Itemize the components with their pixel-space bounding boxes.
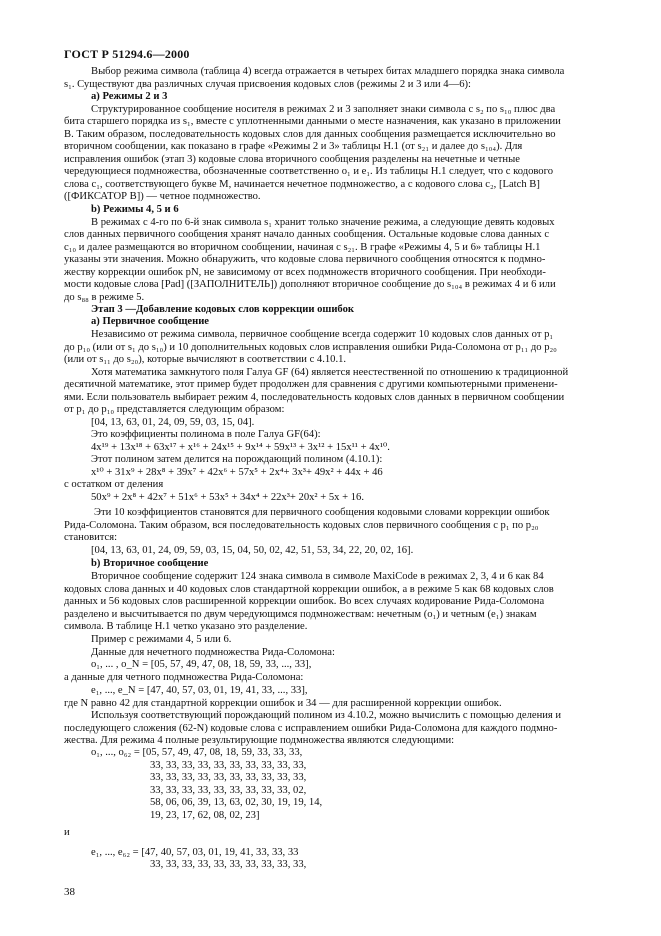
text-line: Рида-Соломона. Таким образом, вся последовательность кодовых слов первичного сообщения с p₁ по p₂₀ bbox=[64, 520, 539, 531]
formula-line: 4x¹⁹ + 13x¹⁸ + 63x¹⁷ + x¹⁶ + 24x¹⁵ + 9x¹⁴ + 59x¹³ + 3x¹² + 15x¹¹ + 4x¹⁰. bbox=[91, 442, 390, 453]
formula-line: e₁, ..., e₆₂ = [47, 40, 57, 03, 01, 19, 41, 33, 33, 33 bbox=[91, 847, 299, 858]
text-line: Это коэффициенты полинома в поле Галуа GF(64): bbox=[91, 429, 321, 440]
text-line: Этот полином затем делится на порождающий полином (4.10.1): bbox=[91, 454, 383, 465]
section-heading: Этап 3 —Добавление кодовых слов коррекции ошибок bbox=[91, 304, 354, 315]
text-line: Вторичное сообщение содержит 124 знака символа в символе MaxiCode в режимах 2, 3, 4 и 6 как 84 bbox=[91, 571, 544, 582]
formula-line: e₁, ..., e_N = [47, 40, 57, 03, 01, 19, 41, 33, ..., 33], bbox=[91, 685, 308, 696]
page-header: ГОСТ Р 51294.6—2000 bbox=[64, 47, 190, 61]
text-line: Используя соответствующий порождающий полином из 4.10.2, можно вычислить с помощью деления и bbox=[91, 710, 562, 721]
text-line: Эти 10 коэффициентов становятся для первичного сообщения кодовыми словами коррекции ошибок bbox=[94, 507, 550, 518]
text-line: становится: bbox=[64, 532, 118, 543]
formula-line: 33, 33, 33, 33, 33, 33, 33, 33, 33, 33, bbox=[150, 760, 307, 771]
text-line: бита старшего порядка из s₁, вместе с уплотненными данными о месте назначения, как указано в приложении bbox=[64, 116, 561, 127]
text-line: последующего сложения (62-N) кодовые слова с исправлением ошибки Рида-Соломона для каждого подмно- bbox=[64, 723, 558, 734]
formula-line: 33, 33, 33, 33, 33, 33, 33, 33, 33, 33, bbox=[150, 772, 307, 783]
formula-line: o₁, ..., o₆₂ = [05, 57, 49, 47, 08, 18, 59, 33, 33, 33, bbox=[91, 747, 303, 758]
text-line: ями. Если пользователь выбирает режим 4, последовательность кодовых слов данных в первичном сообщении bbox=[64, 392, 565, 403]
text-line: [04, 13, 63, 01, 24, 09, 59, 03, 15, 04]. bbox=[91, 417, 255, 428]
text-line: до p₁₀ (или от s₁ до s₁₀) и 10 дополнительных кодовых слов исправления ошибки Рида-Соломона от p₁₁ до p₂₀ bbox=[64, 342, 557, 353]
text-line: мости кодовые слова [Pad] ([ЗАПОЛНИТЕЛЬ]) дополняют вторичное сообщение до s₁₀₄ в режимах 4 и 6 или bbox=[64, 279, 556, 290]
formula-line: 58, 06, 06, 39, 13, 63, 02, 30, 19, 19, 14, bbox=[150, 797, 323, 808]
section-heading: а) Режимы 2 и 3 bbox=[91, 91, 168, 102]
text-line: разделено и высчитывается по двум чередующимся подмножествам: нечетным (o₁) и четным (e₁) знакам bbox=[64, 609, 537, 620]
formula-line: 19, 23, 17, 62, 08, 02, 23] bbox=[150, 810, 260, 821]
text-line: s₁. Существуют два различных случая присвоения кодовых слов (режимы 2 и 3 или 4—6): bbox=[64, 79, 471, 90]
text-line: и bbox=[64, 827, 70, 838]
text-line: жества. Для режима 4 полные результирующие подмножества являются следующими: bbox=[64, 735, 455, 746]
text-line: где N равно 42 для стандартной коррекции ошибок и 34 — для расширенной коррекции ошибок. bbox=[64, 698, 502, 709]
text-line: В режимах с 4-го по 6-й знак символа s₁ хранит только значение режима, а следующие девять кодовых bbox=[91, 217, 555, 228]
text-line: Данные для нечетного подмножества Рида-Соломона: bbox=[91, 647, 335, 658]
text-line: Выбор режима символа (таблица 4) всегда отражается в четырех битах младшего порядка знака символа bbox=[91, 66, 565, 77]
text-line: Хотя математика замкнутого поля Галуа GF (64) является неестественной по отношению к традиционной bbox=[91, 367, 569, 378]
text-line: В. Таким образом, последовательность кодовых слов для данных сообщения размещается исключительно во bbox=[64, 129, 556, 140]
text-line: слова c₁, соответствующего букве М, начинается нечетное подмножество, а с кодового слова c₂, [Latch B] bbox=[64, 179, 540, 190]
formula-line: 33, 33, 33, 33, 33, 33, 33, 33, 33, 33, bbox=[150, 859, 307, 870]
text-line: c₁₀ и далее размещаются во вторичном сообщении, начиная с s₂₁. В графе «Режимы 4, 5 и 6» таблицы Н.1 bbox=[64, 242, 541, 253]
text-line: Структурированное сообщение носителя в режимах 2 и 3 заполняет знаки символа с s₂ по s₁₀ плюс два bbox=[91, 104, 556, 115]
text-line: кодовых слова данных и 40 кодовых слов стандартной коррекции ошибок, а в режиме 5 как 68 кодовых слов bbox=[64, 584, 554, 595]
text-line: от p₁ до p₁₀ представляется следующим образом: bbox=[64, 404, 285, 415]
text-line: вторичном сообщении, как показано в графе «Режимы 2 и 3» таблицы Н.1 (от s₂₁ и далее до s₁₀₄). Для bbox=[64, 141, 523, 152]
text-line: ([ФИКСАТОР В]) — четное подмножество. bbox=[64, 191, 261, 202]
text-line: [04, 13, 63, 01, 24, 09, 59, 03, 15, 04, 50, 02, 42, 51, 53, 34, 22, 20, 02, 16]. bbox=[91, 545, 414, 556]
text-line: жеству коррекции ошибок pN, не зависимому от всех подмножеств вторичного сообщения. При необходи- bbox=[64, 267, 546, 278]
text-line: Независимо от режима символа, первичное сообщение всегда содержит 10 кодовых слов данных от p₁ bbox=[91, 329, 554, 340]
text-line: а данные для четного подмножества Рида-Соломона: bbox=[64, 672, 304, 683]
section-heading: а) Первичное сообщение bbox=[91, 316, 210, 327]
formula-line: x¹⁰ + 31x⁹ + 28x⁸ + 39x⁷ + 42x⁶ + 57x⁵ + 2x⁴+ 3x³+ 49x² + 44x + 46 bbox=[91, 467, 383, 478]
text-line: с остатком от деления bbox=[64, 479, 164, 490]
text-line: до s₈₈ в режиме 5. bbox=[64, 292, 145, 303]
formula-line: 50x⁹ + 2x⁸ + 42x⁷ + 51x⁶ + 53x⁵ + 34x⁴ + 22x³+ 20x² + 5x + 16. bbox=[91, 492, 364, 503]
text-line: чередующиеся подмножества, обозначенные соответственно o₁ и e₁. Из таблицы Н.1 следует, что с кодового bbox=[64, 166, 553, 177]
text-line: десятичной математике, этот пример будет продолжен для сравнения с другими компьютерными применени- bbox=[64, 379, 558, 390]
formula-line: o₁, ... , o_N = [05, 57, 49, 47, 08, 18, 59, 33, ..., 33], bbox=[91, 659, 312, 670]
text-line: данных и 56 кодовых слов расширенной коррекции ошибок. Во всех случаях кодирование Рида-Соломона bbox=[64, 596, 545, 607]
text-line: Пример с режимами 4, 5 или 6. bbox=[91, 634, 232, 645]
text-line: указаны эти значения. Можно обнаружить, что кодовые слова первичного сообщения относятся к подмно- bbox=[64, 254, 546, 265]
text-line: (или от s₁₁ до s₂₀), которые вычисляют в соответствии с 4.10.1. bbox=[64, 354, 347, 365]
section-heading: b) Вторичное сообщение bbox=[91, 558, 209, 569]
page-number: 38 bbox=[64, 886, 75, 898]
section-heading: b) Режимы 4, 5 и 6 bbox=[91, 204, 179, 215]
formula-line: 33, 33, 33, 33, 33, 33, 33, 33, 33, 02, bbox=[150, 785, 307, 796]
text-line: слов данных первичного сообщения хранят начало данных сообщения. Остальные кодовые слова данных с bbox=[64, 229, 550, 240]
text-line: символа. В таблице Н.1 четко указано это разделение. bbox=[64, 621, 308, 632]
text-line: исправления ошибок (этап 3) кодовые слова вторичного сообщения разделены на нечетные и четные bbox=[64, 154, 520, 165]
